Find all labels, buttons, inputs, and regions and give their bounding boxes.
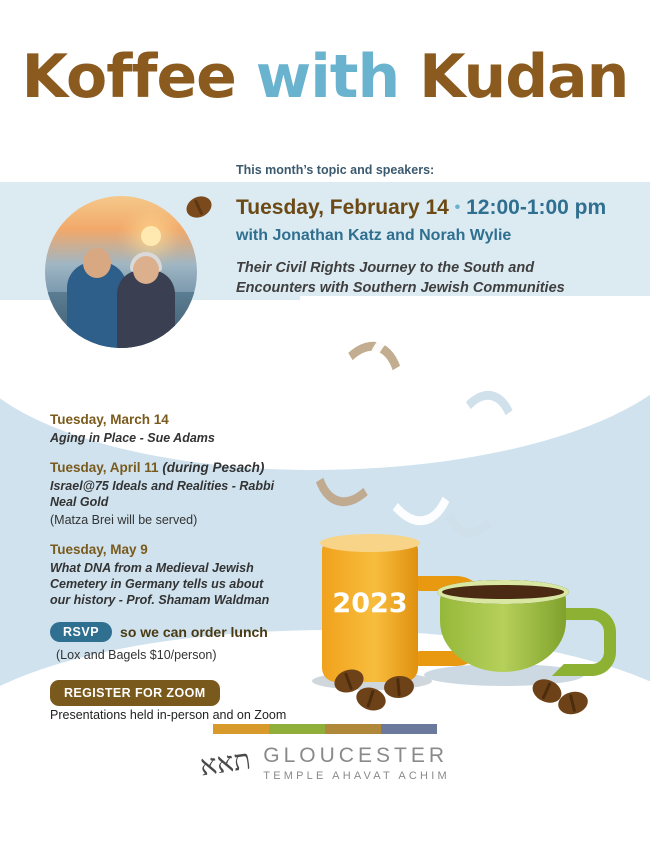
schedule-list <box>50 412 280 622</box>
schedule-date <box>50 412 280 427</box>
list-item <box>50 460 280 528</box>
schedule-note <box>50 512 280 528</box>
schedule-date-note: (during Pesach) <box>162 460 265 475</box>
orange-mug-rim <box>320 534 420 552</box>
rsvp-text: so we can order lunch <box>120 624 268 640</box>
featured-speakers: with Jonathan Katz and Norah Wylie <box>236 227 512 244</box>
photo-person-one-head <box>83 248 111 278</box>
presentation-format-note: Presentations held in-person and on Zoom <box>50 708 287 722</box>
schedule-description: Aging in Place - Sue Adams <box>50 431 215 445</box>
title-word-koffee: Koffee <box>21 42 236 112</box>
featured-time-text: 12:00-1:00 pm <box>466 196 607 219</box>
color-bar-segment-3 <box>325 724 381 734</box>
color-bar <box>213 724 437 734</box>
rsvp-subtext: (Lox and Bagels $10/person) <box>56 648 217 662</box>
rsvp-button[interactable]: RSVP <box>50 622 112 642</box>
page-title <box>0 40 650 114</box>
logo-line-2: TEMPLE AHAVAT ACHIM <box>263 770 450 782</box>
featured-event-date <box>236 196 606 220</box>
organization-logo <box>0 744 650 782</box>
schedule-date <box>50 542 280 557</box>
schedule-date-text: Tuesday, March 14 <box>50 412 169 427</box>
year-label: 2023 <box>332 588 408 619</box>
schedule-note-text: (Matza Brei will be served) <box>50 513 198 527</box>
list-item <box>50 412 280 446</box>
coffee-surface <box>437 580 569 604</box>
logo-text <box>263 744 450 782</box>
rsvp-row[interactable] <box>50 622 268 642</box>
schedule-description: What DNA from a Medieval Jewish Cemetery in Germany tells us about our history - Prof. Shamam Waldman <box>50 561 270 607</box>
list-item <box>50 542 280 608</box>
photo-person-two-head <box>133 256 159 284</box>
speakers-photo <box>45 196 197 348</box>
featured-date-text: Tuesday, February 14 <box>236 196 449 219</box>
topic-label: This month’s topic and speakers: <box>236 163 435 177</box>
color-bar-segment-1 <box>213 724 269 734</box>
register-for-zoom-button[interactable]: REGISTER FOR ZOOM <box>50 680 220 706</box>
schedule-date-text: Tuesday, April 11 <box>50 460 159 475</box>
schedule-date-text: Tuesday, May 9 <box>50 542 148 557</box>
logo-line-1: GLOUCESTER <box>263 744 448 767</box>
sun-icon <box>141 226 161 246</box>
hebrew-monogram-icon: תאא <box>198 742 253 783</box>
featured-separator: • <box>454 199 461 216</box>
schedule-description: Israel@75 Ideals and Realities - Rabbi Neal Gold <box>50 479 275 509</box>
featured-description: Their Civil Rights Journey to the South and Encounters with Southern Jewish Communities <box>236 260 565 296</box>
coffee-bean-icon <box>383 675 415 700</box>
schedule-date <box>50 460 280 475</box>
orange-mug <box>322 542 418 682</box>
color-bar-segment-2 <box>269 724 325 734</box>
title-word-kudan: Kudan <box>419 42 629 112</box>
coffee-illustration <box>300 320 640 720</box>
color-bar-segment-4 <box>381 724 437 734</box>
title-word-with: with <box>255 42 400 112</box>
